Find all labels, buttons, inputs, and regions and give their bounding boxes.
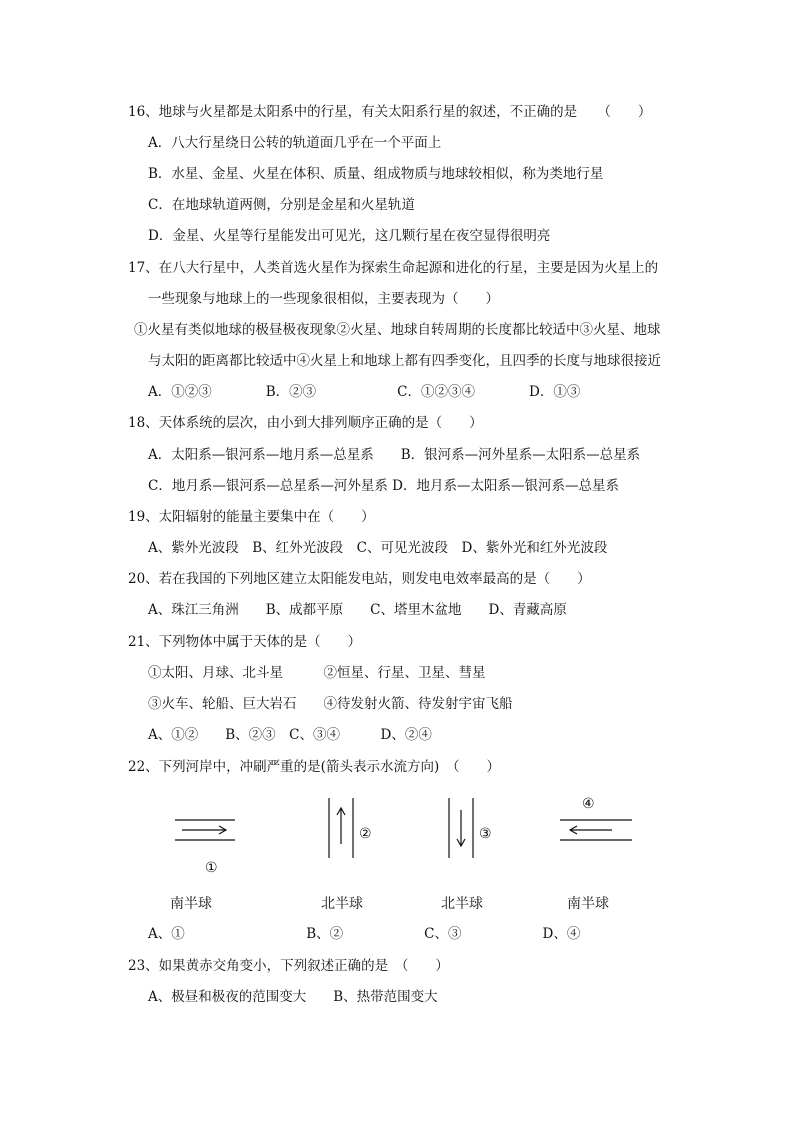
question-17-items-line2: 与太阳的距离都比较适中④火星上和地球上都有四季变化，且四季的长度与地球很接近	[148, 353, 661, 369]
question-22-stem: 22、下列河岸中，冲刷严重的是(箭头表示水流方向) （ ）	[128, 759, 500, 775]
diagram-number-3: ③	[479, 826, 492, 842]
riverbank-2	[329, 798, 353, 858]
question-21-stem: 21、下列物体中属于天体的是（ ）	[128, 634, 362, 650]
question-16-option-c: C．在地球轨道两侧，分别是金星和火星轨道	[148, 197, 415, 213]
question-17-options: A．①②③ B．②③ C．①②③④ D．①③	[148, 384, 581, 400]
question-17-items-line1: ①火星有类似地球的极昼极夜现象②火星、地球自转周期的长度都比较适中③火星、地球	[134, 322, 661, 338]
hemisphere-label-3: 北半球	[441, 896, 483, 912]
arrow-up-icon	[337, 808, 345, 815]
diagram-number-4: ④	[582, 796, 595, 812]
riverbank-1	[175, 820, 235, 840]
diagram-number-2: ②	[359, 826, 372, 842]
riverbank-4	[560, 820, 632, 840]
question-22-options: A、① B、② C、③ D、④	[148, 926, 581, 942]
arrow-right-icon	[219, 826, 226, 834]
question-16-option-d: D．金星、火星等行星能发出可见光，这几颗行星在夜空显得很明亮	[148, 228, 551, 244]
arrow-down-icon	[457, 839, 465, 846]
question-16-option-b: B．水星、金星、火星在体积、质量、组成物质与地球较相似，称为类地行星	[148, 166, 604, 182]
hemisphere-label-1: 南半球	[170, 896, 212, 912]
question-23-stem: 23、如果黄赤交角变小，下列叙述正确的是 （ ）	[128, 958, 449, 974]
question-16-option-a: A．八大行星绕日公转的轨道面几乎在一个平面上	[148, 135, 442, 151]
diagram-number-1: ①	[205, 860, 218, 876]
question-23-options: A、极昼和极夜的范围变大 B、热带范围变大	[148, 989, 438, 1005]
question-20-options: A、珠江三角洲 B、成都平原 C、塔里木盆地 D、青藏高原	[148, 602, 567, 618]
question-16-stem: 16、地球与火星都是太阳系中的行星，有关太阳系行星的叙述，不正确的是 （ ）	[128, 104, 652, 120]
question-21-items-line1: ①太阳、月球、北斗星 ②恒星、行星、卫星、彗星	[148, 665, 486, 681]
hemisphere-label-2: 北半球	[321, 896, 363, 912]
question-20-stem: 20、若在我国的下列地区建立太阳能发电站，则发电电效率最高的是（ ）	[128, 571, 591, 587]
question-18-stem: 18、天体系统的层次，由小到大排列顺序正确的是（ ）	[128, 415, 483, 431]
arrow-left-icon	[570, 826, 577, 834]
riverbank-3	[449, 798, 473, 858]
question-19-options: A、紫外光波段 B、红外光波段 C、可见光波段 D、紫外光和红外光波段	[148, 540, 608, 556]
question-18-options-cd: C．地月系—银河系—总星系—河外星系 D．地月系—太阳系—银河系—总星系	[148, 478, 619, 494]
question-21-options: A、①② B、②③ C、③④ D、②④	[148, 727, 432, 743]
question-17-stem: 17、在八大行星中，人类首选火星作为探索生命起源和进化的行星，主要是因为火星上的	[128, 260, 659, 276]
hemisphere-label-4: 南半球	[567, 896, 609, 912]
question-21-items-line2: ③火车、轮船、巨大岩石 ④待发射火箭、待发射宇宙飞船	[148, 696, 513, 712]
question-18-options-ab: A．太阳系—银河系—地月系—总星系 B．银河系—河外星系—太阳系—总星系	[148, 447, 641, 463]
question-19-stem: 19、太阳辐射的能量主要集中在（ ）	[128, 509, 375, 525]
question-17-stem-cont: 一些现象与地球上的一些现象很相似，主要表现为（ ）	[148, 291, 499, 307]
